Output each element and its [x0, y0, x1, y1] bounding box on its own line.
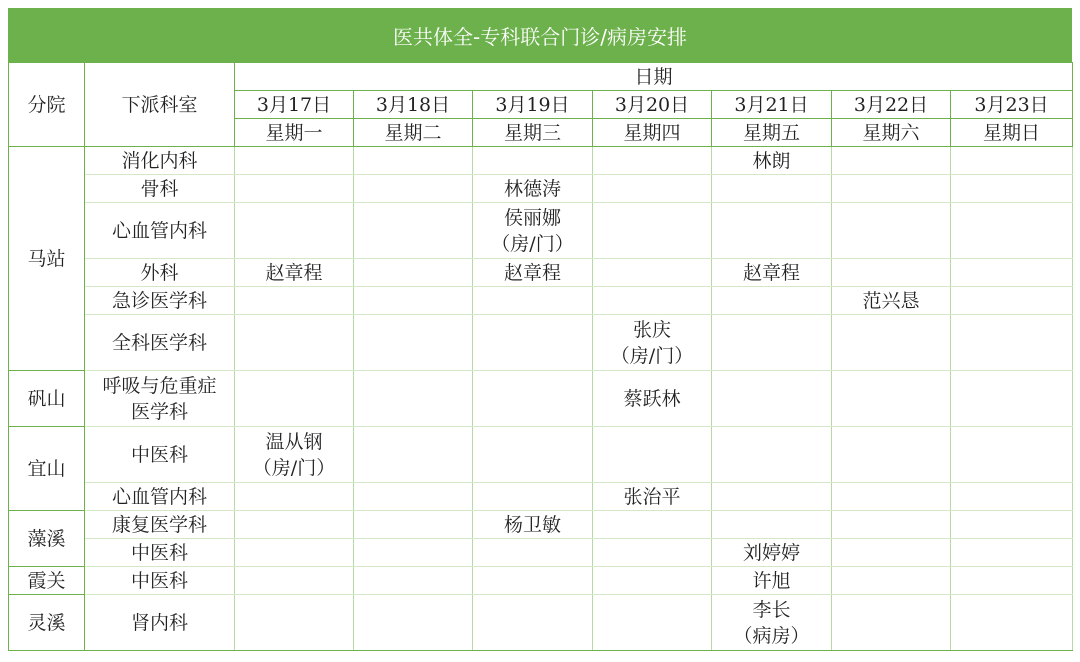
schedule-cell: 赵章程	[473, 259, 593, 287]
schedule-cell	[593, 203, 712, 259]
schedule-cell: 林德涛	[473, 175, 593, 203]
schedule-cell	[951, 315, 1073, 371]
weekday-cell: 星期日	[951, 119, 1073, 147]
schedule-cell	[593, 287, 712, 315]
weekday-cell: 星期一	[235, 119, 354, 147]
schedule-cell	[473, 595, 593, 651]
dept-name: 呼吸与危重症 医学科	[85, 371, 235, 427]
weekday-cell: 星期三	[473, 119, 593, 147]
schedule-cell	[832, 427, 951, 483]
schedule-cell	[951, 175, 1073, 203]
schedule-cell	[593, 567, 712, 595]
schedule-cell	[354, 315, 473, 371]
schedule-cell	[951, 483, 1073, 511]
schedule-cell	[832, 203, 951, 259]
schedule-cell	[473, 315, 593, 371]
branch-name: 矾山	[9, 371, 85, 427]
schedule-cell	[354, 203, 473, 259]
schedule-cell	[593, 259, 712, 287]
weekday-cell: 星期六	[832, 119, 951, 147]
schedule-cell	[832, 371, 951, 427]
date-cell: 3月17日	[235, 91, 354, 119]
schedule-cell	[832, 511, 951, 539]
dept-name: 消化内科	[85, 147, 235, 175]
dept-header: 下派科室	[85, 63, 235, 147]
date-cell: 3月21日	[712, 91, 832, 119]
schedule-cell	[354, 287, 473, 315]
schedule-cell	[712, 315, 832, 371]
schedule-cell	[235, 315, 354, 371]
schedule-cell	[235, 147, 354, 175]
branch-name: 霞关	[9, 567, 85, 595]
schedule-cell	[354, 567, 473, 595]
schedule-cell	[832, 259, 951, 287]
schedule-cell	[951, 427, 1073, 483]
schedule-cell	[832, 567, 951, 595]
schedule-cell	[473, 287, 593, 315]
dept-name: 康复医学科	[85, 511, 235, 539]
schedule-cell: 李长 （病房）	[712, 595, 832, 651]
schedule-cell	[951, 259, 1073, 287]
schedule-cell	[951, 371, 1073, 427]
schedule-cell	[354, 511, 473, 539]
weekday-cell: 星期五	[712, 119, 832, 147]
schedule-cell	[235, 595, 354, 651]
schedule-cell	[235, 371, 354, 427]
schedule-cell	[235, 175, 354, 203]
schedule-cell: 蔡跃林	[593, 371, 712, 427]
schedule-cell: 张庆 （房/门）	[593, 315, 712, 371]
schedule-cell	[712, 203, 832, 259]
dept-name: 肾内科	[85, 595, 235, 651]
schedule-cell	[473, 371, 593, 427]
schedule-cell	[712, 511, 832, 539]
schedule-cell	[832, 595, 951, 651]
branch-header: 分院	[9, 63, 85, 147]
branch-name: 灵溪	[9, 595, 85, 651]
schedule-cell	[235, 483, 354, 511]
dept-name: 急诊医学科	[85, 287, 235, 315]
date-cell: 3月18日	[354, 91, 473, 119]
schedule-cell	[354, 147, 473, 175]
schedule-cell	[951, 567, 1073, 595]
schedule-cell	[235, 567, 354, 595]
schedule-cell	[951, 287, 1073, 315]
schedule-cell	[354, 371, 473, 427]
schedule-cell	[473, 567, 593, 595]
schedule-cell	[951, 147, 1073, 175]
schedule-cell	[473, 427, 593, 483]
schedule-cell	[354, 259, 473, 287]
schedule-cell: 张治平	[593, 483, 712, 511]
schedule-cell	[473, 147, 593, 175]
schedule-cell: 杨卫敏	[473, 511, 593, 539]
schedule-cell	[235, 511, 354, 539]
schedule-cell	[354, 175, 473, 203]
schedule-cell	[593, 539, 712, 567]
schedule-cell: 温从钢 （房/门）	[235, 427, 354, 483]
schedule-cell	[712, 427, 832, 483]
schedule-title: 医共体全-专科联合门诊/病房安排	[8, 8, 1072, 62]
schedule-cell	[712, 371, 832, 427]
schedule-cell: 范兴恳	[832, 287, 951, 315]
schedule-cell	[473, 483, 593, 511]
schedule-cell	[951, 595, 1073, 651]
dept-name: 心血管内科	[85, 483, 235, 511]
schedule-table	[8, 62, 1073, 651]
schedule-cell	[593, 147, 712, 175]
date-cell: 3月22日	[832, 91, 951, 119]
schedule-cell	[712, 287, 832, 315]
branch-name: 藻溪	[9, 511, 85, 567]
dept-name: 骨科	[85, 175, 235, 203]
schedule-cell	[712, 483, 832, 511]
dept-name: 中医科	[85, 539, 235, 567]
schedule-cell	[235, 539, 354, 567]
schedule-cell	[951, 203, 1073, 259]
schedule-cell: 赵章程	[712, 259, 832, 287]
branch-name: 宜山	[9, 427, 85, 511]
schedule-cell	[354, 539, 473, 567]
schedule-cell	[473, 539, 593, 567]
schedule-cell	[832, 175, 951, 203]
schedule-cell	[354, 427, 473, 483]
schedule-cell: 林朗	[712, 147, 832, 175]
dept-name: 全科医学科	[85, 315, 235, 371]
schedule-cell	[593, 511, 712, 539]
schedule-cell: 侯丽娜 （房/门）	[473, 203, 593, 259]
schedule-cell: 赵章程	[235, 259, 354, 287]
schedule-cell	[832, 539, 951, 567]
dept-name: 外科	[85, 259, 235, 287]
schedule-cell	[832, 147, 951, 175]
dept-name: 中医科	[85, 427, 235, 483]
schedule-cell	[593, 595, 712, 651]
dept-name: 中医科	[85, 567, 235, 595]
schedule-cell: 刘婷婷	[712, 539, 832, 567]
schedule-cell	[593, 175, 712, 203]
schedule-cell	[235, 203, 354, 259]
schedule-cell	[712, 175, 832, 203]
schedule-cell	[951, 511, 1073, 539]
schedule-cell	[235, 287, 354, 315]
schedule-cell: 许旭	[712, 567, 832, 595]
schedule-cell	[354, 595, 473, 651]
date-header: 日期	[235, 63, 1073, 91]
date-cell: 3月19日	[473, 91, 593, 119]
date-cell: 3月20日	[593, 91, 712, 119]
weekday-cell: 星期四	[593, 119, 712, 147]
dept-name: 心血管内科	[85, 203, 235, 259]
date-cell: 3月23日	[951, 91, 1073, 119]
schedule-cell	[951, 539, 1073, 567]
schedule-cell	[593, 427, 712, 483]
branch-name: 马站	[9, 147, 85, 371]
schedule-cell	[354, 483, 473, 511]
schedule-cell	[832, 483, 951, 511]
schedule-cell	[832, 315, 951, 371]
weekday-cell: 星期二	[354, 119, 473, 147]
